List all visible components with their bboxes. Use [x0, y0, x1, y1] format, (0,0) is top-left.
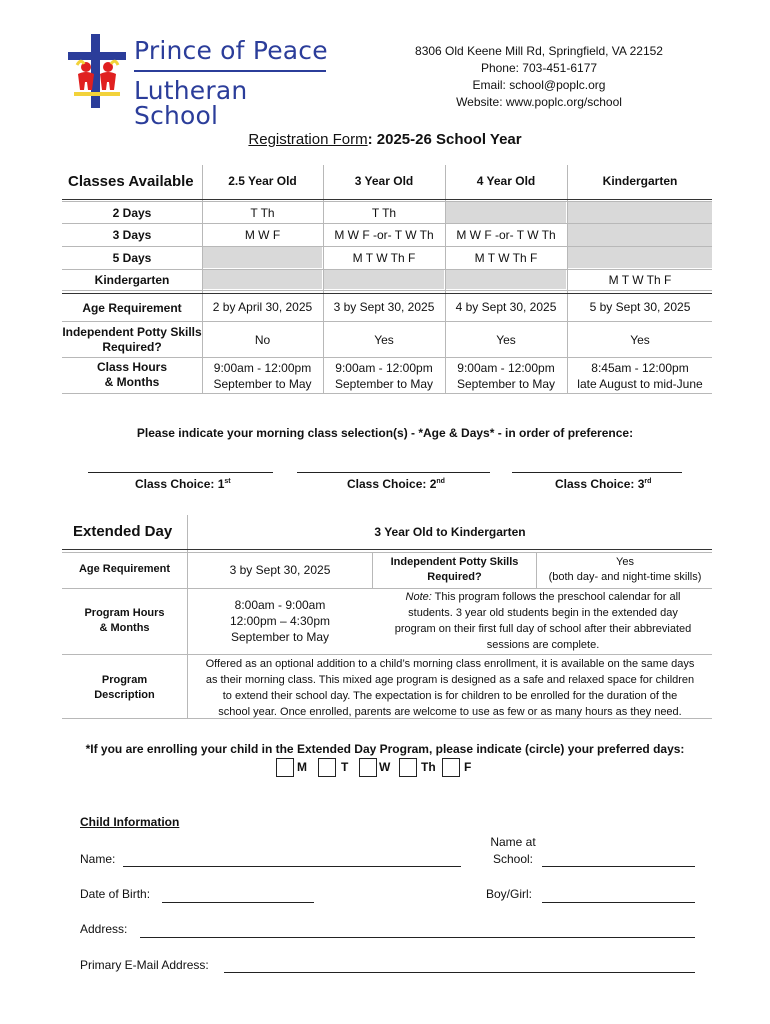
class-choice-3-sup: rd	[644, 478, 652, 485]
class-choice-2-text: Class Choice: 2	[347, 477, 437, 491]
header-rule	[62, 199, 712, 200]
class-choice-3-label	[555, 477, 651, 491]
class-choice-2-sup: nd	[436, 478, 445, 485]
school-website: Website: www.poplc.org/school	[456, 95, 622, 109]
day-label-m: M	[297, 760, 307, 774]
school-logo	[68, 34, 333, 130]
cell-hours-k-time: 8:45am - 12:00pm	[591, 361, 689, 375]
days-prompt: *If you are enrolling your child in the Extended Day Program, please indicate (circle) your preferred days:	[85, 742, 685, 756]
cell-2days-2-5yr: T Th	[250, 206, 275, 220]
row-label-hours	[62, 360, 202, 390]
ext-desc-line3: to extend their school day. The expectation is for children to be enrolled for the duration of the	[222, 690, 678, 702]
cell-potty-k: Yes	[630, 333, 650, 347]
gray-cell	[324, 270, 444, 289]
form-title-main: Registration Form	[248, 131, 368, 148]
ext-hours-afternoon: 12:00pm – 4:30pm	[229, 614, 331, 628]
cell-age-4yr: 4 by Sept 30, 2025	[455, 300, 557, 314]
ext-potty-label-line1: Independent Potty Skills	[390, 556, 519, 568]
extended-day-subheading: 3 Year Old to Kindergarten	[374, 525, 526, 539]
child-name-field[interactable]	[123, 866, 461, 867]
dob-label: Date of Birth:	[80, 887, 151, 901]
row-label-hours-line1: Class Hours	[96, 360, 168, 374]
gray-cell	[446, 270, 566, 289]
email-field[interactable]	[224, 972, 695, 973]
ext-age-value: 3 by Sept 30, 2025	[229, 563, 331, 577]
ext-potty-value	[537, 555, 713, 585]
form-title	[0, 131, 770, 148]
row-divider	[62, 293, 712, 294]
cell-hours-4yr-time: 9:00am - 12:00pm	[457, 361, 555, 375]
cell-hours-4yr-months: September to May	[456, 377, 556, 391]
ext-note-line3: program on their first full day of school after their abbreviated	[394, 623, 692, 635]
col-header-3yr: 3 Year Old	[354, 174, 414, 188]
class-choice-2-label	[347, 477, 445, 491]
class-choice-3-field[interactable]	[512, 472, 682, 473]
cell-hours-2-5yr-time: 9:00am - 12:00pm	[213, 361, 312, 375]
class-choice-1-field[interactable]	[88, 472, 273, 473]
cell-hours-3yr	[324, 360, 444, 392]
ext-potty-value-line1: Yes	[616, 556, 634, 568]
school-name-label-line2: School:	[492, 852, 534, 866]
cell-hours-3yr-months: September to May	[334, 377, 434, 391]
gray-cell	[568, 224, 712, 246]
ext-hours-label	[62, 606, 187, 636]
gray-cell	[568, 202, 712, 223]
row-label-potty-line1: Independent Potty Skills	[62, 325, 202, 339]
gray-cell	[203, 247, 322, 268]
cell-2days-3yr: T Th	[371, 206, 397, 220]
row-divider	[62, 321, 712, 322]
logo-divider	[134, 70, 326, 72]
day-label-th: Th	[421, 760, 436, 774]
cell-hours-3yr-time: 9:00am - 12:00pm	[335, 361, 433, 375]
ext-potty-value-line2: (both day- and night-time skills)	[548, 571, 702, 583]
class-choice-2-field[interactable]	[297, 472, 490, 473]
row-divider	[62, 269, 712, 270]
form-title-year: : 2025-26 School Year	[367, 131, 522, 148]
cell-potty-3yr: Yes	[374, 333, 394, 347]
cell-kindergarten-k: M T W Th F	[608, 273, 672, 287]
ext-note-line4: sessions are complete.	[486, 639, 600, 651]
day-label-t: T	[341, 760, 349, 774]
ext-potty-label	[373, 555, 536, 585]
class-choice-3-text: Class Choice: 3	[555, 477, 645, 491]
dob-field[interactable]	[162, 902, 314, 903]
ext-hours-value	[188, 597, 372, 645]
row-divider	[62, 223, 712, 224]
row-divider	[62, 552, 712, 553]
ext-desc-line2: as their morning class. This mixed age program is designed as a safe and relaxed space for children	[205, 674, 695, 686]
ext-hours-label-line1: Program Hours	[84, 607, 165, 619]
day-label-f: F	[464, 760, 472, 774]
day-checkbox-th[interactable]	[399, 758, 417, 777]
school-address: 8306 Old Keene Mill Rd, Springfield, VA 22152	[415, 44, 663, 58]
row-divider	[62, 201, 712, 202]
contact-block	[405, 43, 673, 111]
cross-children-icon	[68, 34, 132, 108]
extended-day-heading: Extended Day	[73, 523, 173, 540]
row-divider	[62, 588, 372, 589]
class-choice-1-text: Class Choice: 1	[135, 477, 225, 491]
day-checkbox-t[interactable]	[318, 758, 336, 777]
ext-hours-months: September to May	[230, 630, 330, 644]
class-choice-1-sup: st	[224, 478, 231, 485]
cell-age-k: 5 by Sept 30, 2025	[589, 300, 691, 314]
child-info-heading: Child Information	[80, 815, 180, 829]
row-label-2-days: 2 Days	[112, 206, 152, 220]
row-label-5-days: 5 Days	[112, 251, 152, 265]
row-divider	[62, 290, 712, 291]
address-field[interactable]	[140, 937, 695, 938]
child-name-label: Name:	[80, 852, 116, 866]
day-label-w: W	[379, 760, 391, 774]
ext-desc-line1: Offered as an optional addition to a child’s morning class enrollment, it is available on the same days	[205, 658, 695, 670]
classes-heading: Classes Available	[68, 173, 194, 190]
cell-hours-4yr	[446, 360, 566, 392]
school-name-label	[488, 834, 538, 868]
ext-age-label: Age Requirement	[78, 563, 171, 575]
gray-cell	[568, 247, 712, 268]
day-checkbox-m[interactable]	[276, 758, 294, 777]
email-label: Primary E-Mail Address:	[80, 958, 209, 972]
gray-cell	[203, 270, 322, 289]
boy-girl-label: Boy/Girl:	[486, 887, 533, 901]
row-divider	[62, 393, 712, 394]
school-name-label-line1: Name at	[490, 835, 536, 849]
row-label-age: Age Requirement	[82, 301, 182, 315]
address-label: Address:	[80, 922, 128, 936]
school-phone: Phone: 703-451-6177	[480, 61, 598, 75]
selection-instruction: Please indicate your morning class selection(s) - *Age & Days* - in order of preference:	[136, 426, 634, 440]
row-label-hours-line2: & Months	[104, 375, 160, 389]
cell-potty-2-5yr: No	[254, 333, 271, 347]
row-divider	[62, 357, 712, 358]
cell-3days-4yr: M W F -or- T W Th	[456, 228, 556, 242]
cell-potty-4yr: Yes	[496, 333, 516, 347]
cell-hours-k-months: late August to mid-June	[577, 377, 703, 391]
school-email: Email: school@poplc.org	[472, 78, 606, 92]
ext-hours-label-line2: & Months	[99, 622, 150, 634]
col-header-4yr: 4 Year Old	[476, 174, 536, 188]
cell-3days-3yr: M W F -or- T W Th	[334, 228, 434, 242]
ext-desc-line4: school year. Once enrolled, parents are welcome to use as few or as many hours as they need.	[218, 706, 682, 718]
col-header-kindergarten: Kindergarten	[602, 174, 678, 188]
cell-hours-2-5yr-months: September to May	[213, 377, 312, 391]
row-divider	[62, 246, 712, 247]
row-divider	[62, 654, 712, 655]
cell-5days-3yr: M T W Th F	[352, 251, 416, 265]
school-name-field[interactable]	[542, 866, 695, 867]
cell-age-3yr: 3 by Sept 30, 2025	[333, 300, 435, 314]
class-choice-1-label	[135, 477, 231, 491]
ext-desc-label	[62, 673, 187, 703]
ext-desc-label-line1: Program	[101, 674, 148, 686]
row-label-potty-line2: Required?	[102, 340, 162, 354]
col-header-2-5yr: 2.5 Year Old	[228, 174, 297, 188]
row-label-potty	[62, 325, 202, 355]
school-name-line2: Lutheran School	[134, 76, 248, 130]
ext-description	[188, 656, 712, 720]
cell-age-2-5yr: 2 by April 30, 2025	[212, 300, 313, 314]
ext-note-line2: students. 3 year old students begin in the extended day	[408, 607, 678, 619]
header-rule	[62, 549, 712, 550]
boy-girl-field[interactable]	[542, 902, 695, 903]
row-label-3-days: 3 Days	[112, 228, 152, 242]
day-checkbox-f[interactable]	[442, 758, 460, 777]
school-name-line1: Prince of Peace	[134, 36, 328, 65]
row-label-kindergarten: Kindergarten	[94, 273, 170, 287]
day-checkbox-w[interactable]	[359, 758, 377, 777]
ext-hours-morning: 8:00am - 9:00am	[234, 598, 326, 612]
cell-hours-k	[568, 360, 712, 392]
gray-cell	[446, 202, 566, 223]
ext-desc-label-line2: Description	[94, 689, 155, 701]
cell-3days-2-5yr: M W F	[244, 228, 281, 242]
cell-hours-2-5yr	[203, 360, 322, 392]
ext-note-line1: This program follows the preschool calendar for all	[431, 591, 681, 603]
ext-note	[373, 589, 713, 653]
ext-note-label: Note:	[405, 591, 432, 603]
cell-5days-4yr: M T W Th F	[474, 251, 538, 265]
ext-potty-label-line2: Required?	[427, 571, 482, 583]
